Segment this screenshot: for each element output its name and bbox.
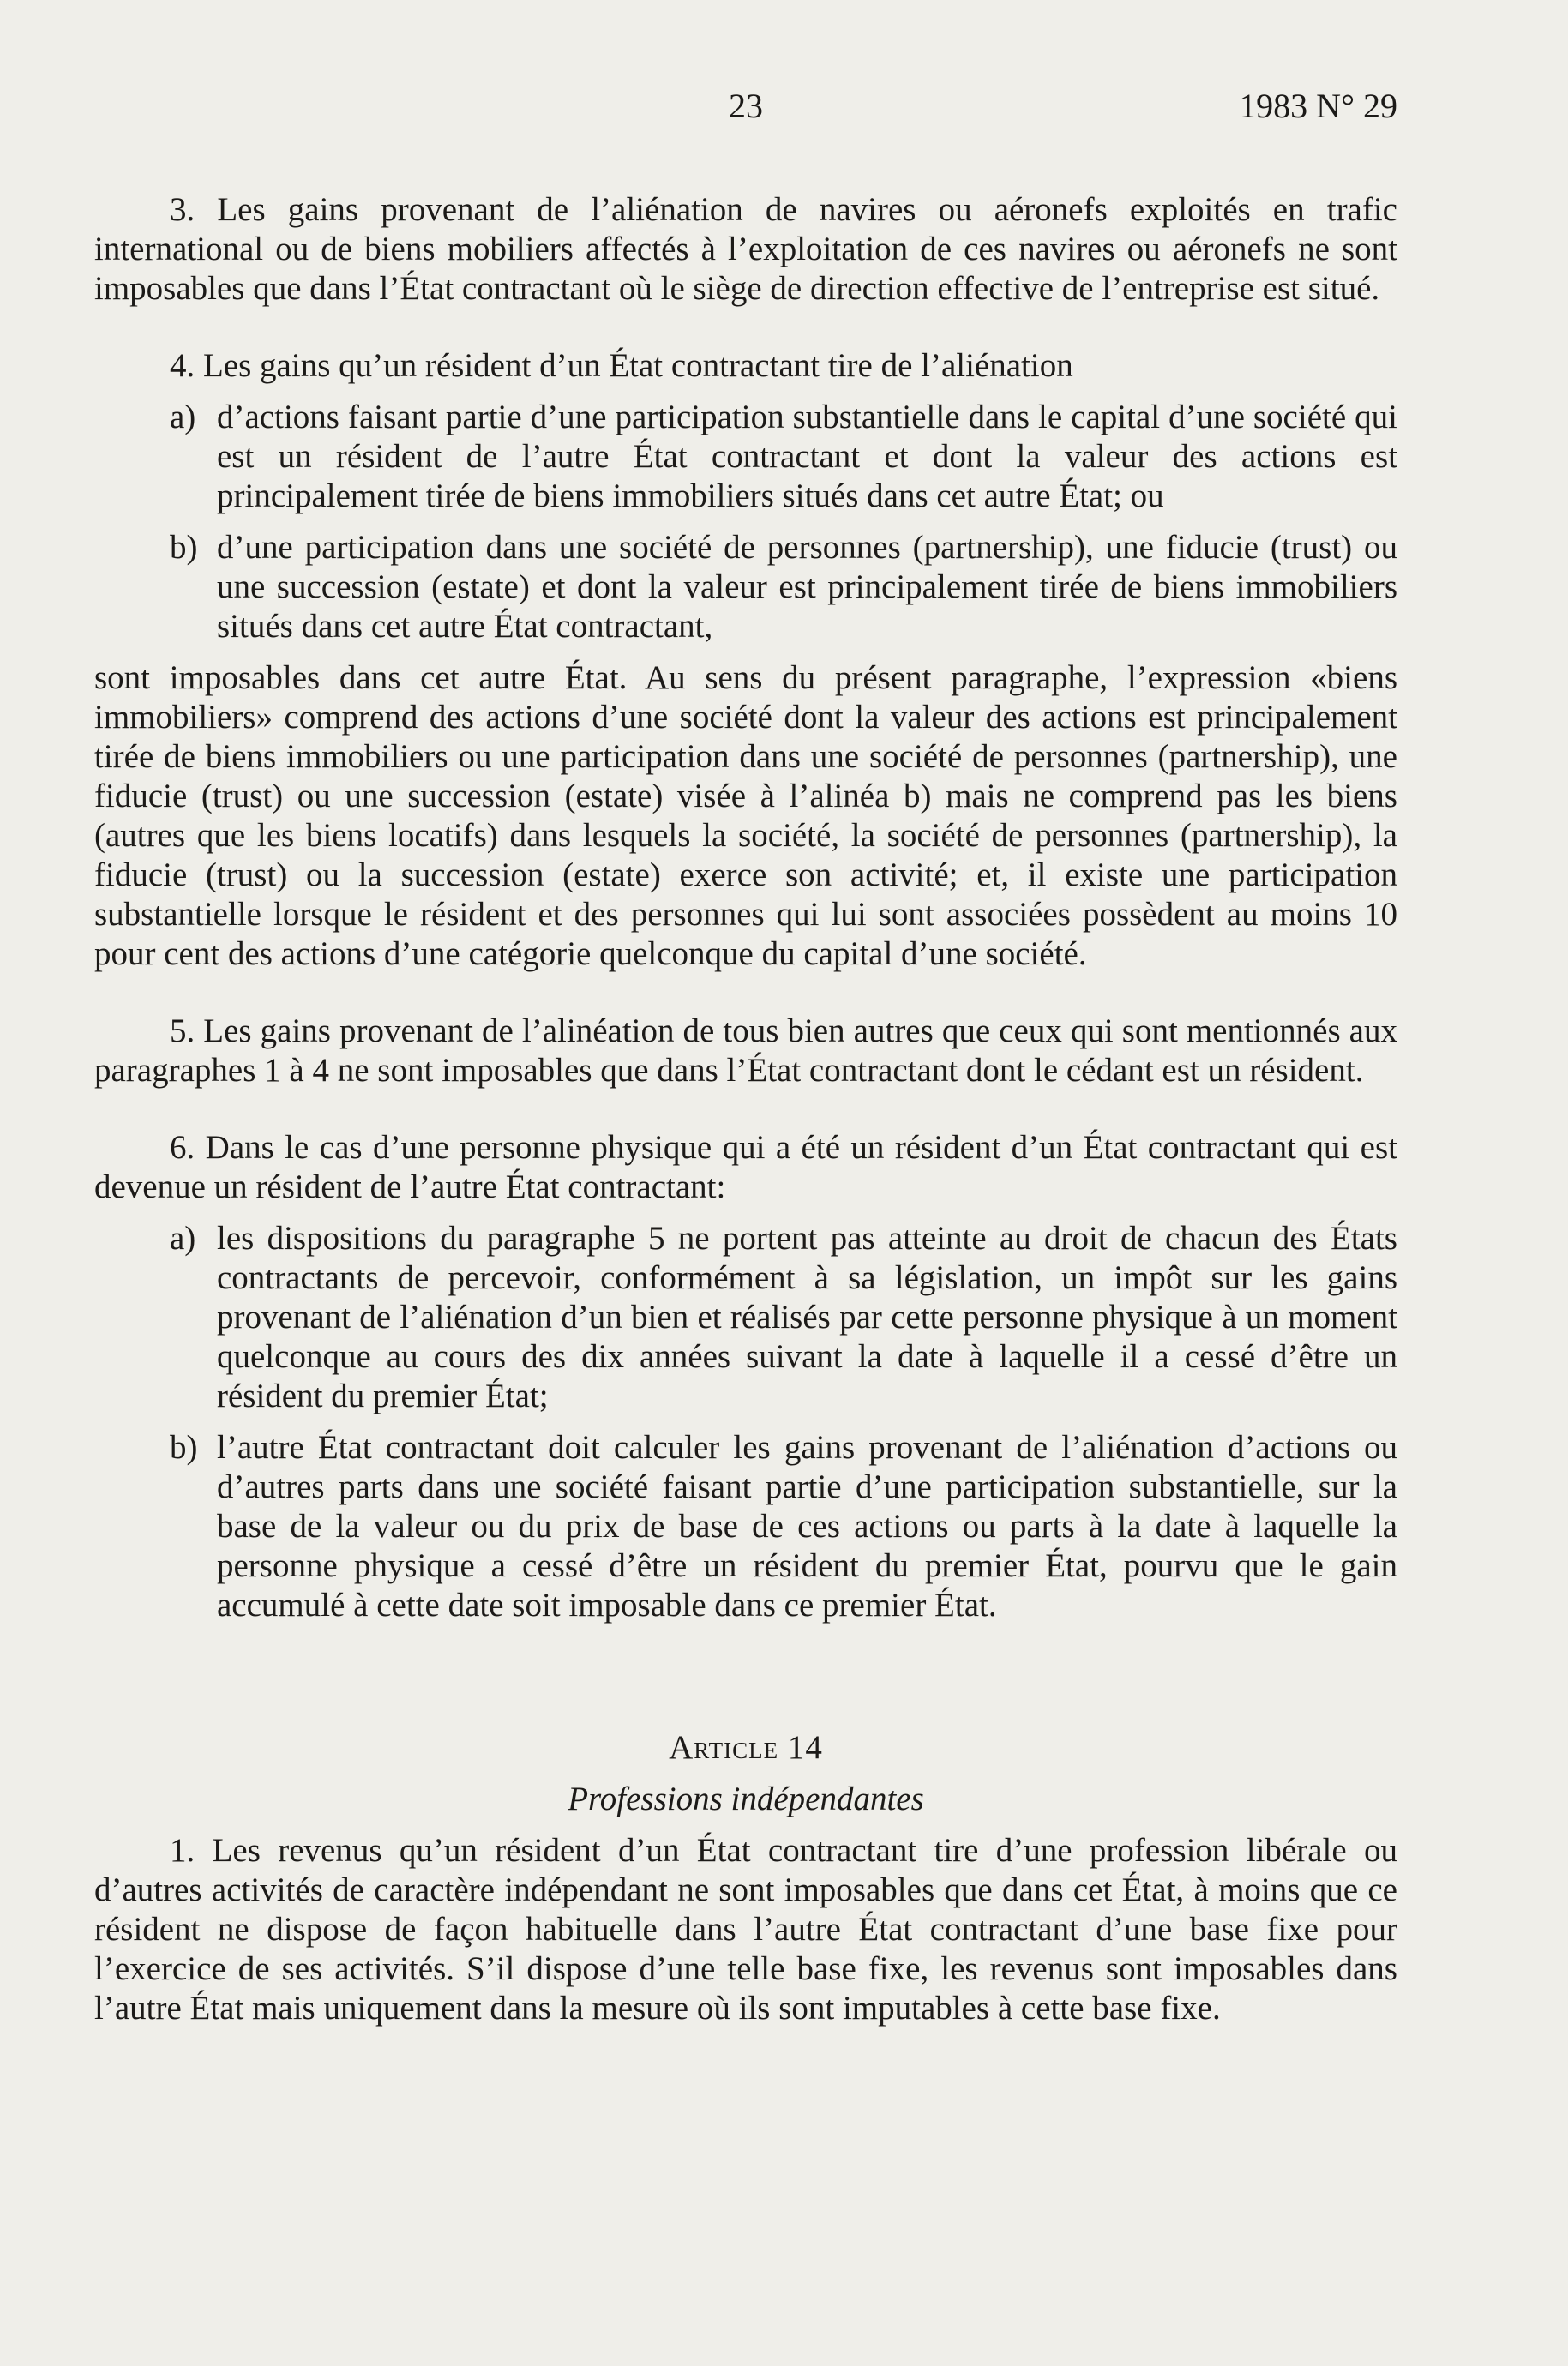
list-item-label: b) [170,1429,198,1466]
list-item-text: d’une participation dans une société de personnes (partnership), une fiducie (trust) ou une succession (estate) et dont la valeur est principalement tirée de biens immobiliers situés dans cet autre État contractant, [217,529,1397,645]
list-item [170,1219,1397,1416]
list-item-text: d’actions faisant partie d’une participation substantielle dans le capital d’une société qui est un résident de l’autre État contractant et dont la valeur des actions est principalement tirée de biens immobiliers situés dans cet autre État; ou [217,399,1397,514]
list-item [170,528,1397,646]
paragraph-3: 3. Les gains provenant de l’aliénation de navires ou aéronefs exploités en trafic international ou de biens mobiliers affectés à l’exploitation de ces navires ou aéronefs ne sont imposables que dans l’État contractant où le siège de direction effective de l’entreprise est situé. [94,191,1397,307]
list-item-label: a) [170,399,196,435]
list-item-text: l’autre État contractant doit calculer les gains provenant de l’aliénation d’actions ou d’autres parts dans une société faisant partie d’une participation substantielle, sur la base de la valeur ou du prix de base de ces actions ou parts à la date à laquelle la personne physique a cessé d’être un résident du premier État, pourvu que le gain accumulé à cette date soit imposable dans ce premier État. [217,1429,1397,1624]
article-title: Article 14 [669,1729,823,1766]
paragraph-4-intro: 4. Les gains qu’un résident d’un État contractant tire de l’aliénation [170,347,1073,384]
paragraph-5: 5. Les gains provenant de l’alinéation de tous bien autres que ceux qui sont mentionnés aux paragraphes 1 à 4 ne sont imposables que dans l’État contractant dont le cédant est un résident. [94,1012,1397,1089]
list-item [170,1428,1397,1625]
page-header [94,86,1397,137]
page-body [94,190,1397,2028]
page-number: 23 [729,87,763,125]
publication-reference: 1983 N° 29 [1239,87,1397,125]
list-item [170,398,1397,516]
paragraph-4-conclusion: sont imposables dans cet autre État. Au sens du présent paragraphe, l’expression «biens immobiliers» comprend des actions d’une société dont la valeur des actions est principalement tirée de biens immobiliers ou une participation dans une société de personnes (partnership), une fiducie (trust) ou une succession (estate) visée à l’alinéa b) mais ne comprend pas les biens (autres que les biens locatifs) dans lesquels la société, la société de personnes (partnership), la fiducie (trust) ou la succession (estate) exerce son activité; et, il existe une participation substantielle lorsque le résident et des personnes qui lui sont associées possèdent au moins 10 pour cent des actions d’une catégorie quelconque du capital d’une société. [94,659,1397,972]
list-item-label: b) [170,529,198,566]
list-item-label: a) [170,1220,196,1257]
article-14-paragraph-1: 1. Les revenus qu’un résident d’un État contractant tire d’une profession libérale ou d’autres activités de caractère indépendant ne sont imposables que dans cet État, à moins que ce résident ne dispose de façon habituelle dans l’autre État contractant d’une base fixe pour l’exercice de ses activités. S’il dispose d’une telle base fixe, les revenus sont imposables dans l’autre État mais uniquement dans la mesure où ils sont imputables à cette base fixe. [94,1832,1397,2027]
list-item-text: les dispositions du paragraphe 5 ne portent pas atteinte au droit de chacun des États contractants de percevoir, conformément à sa législation, un impôt sur les gains provenant de l’aliénation d’un bien et réalisés par cette personne physique à un moment quelconque au cours des dix années suivant la date à laquelle il a cessé d’être un résident du premier État; [217,1220,1397,1414]
article-subtitle: Professions indépendantes [568,1781,924,1817]
paragraph-6-intro: 6. Dans le cas d’une personne physique qui a été un résident d’un État contractant qui est devenue un résident de l’autre État contractant: [94,1129,1397,1205]
